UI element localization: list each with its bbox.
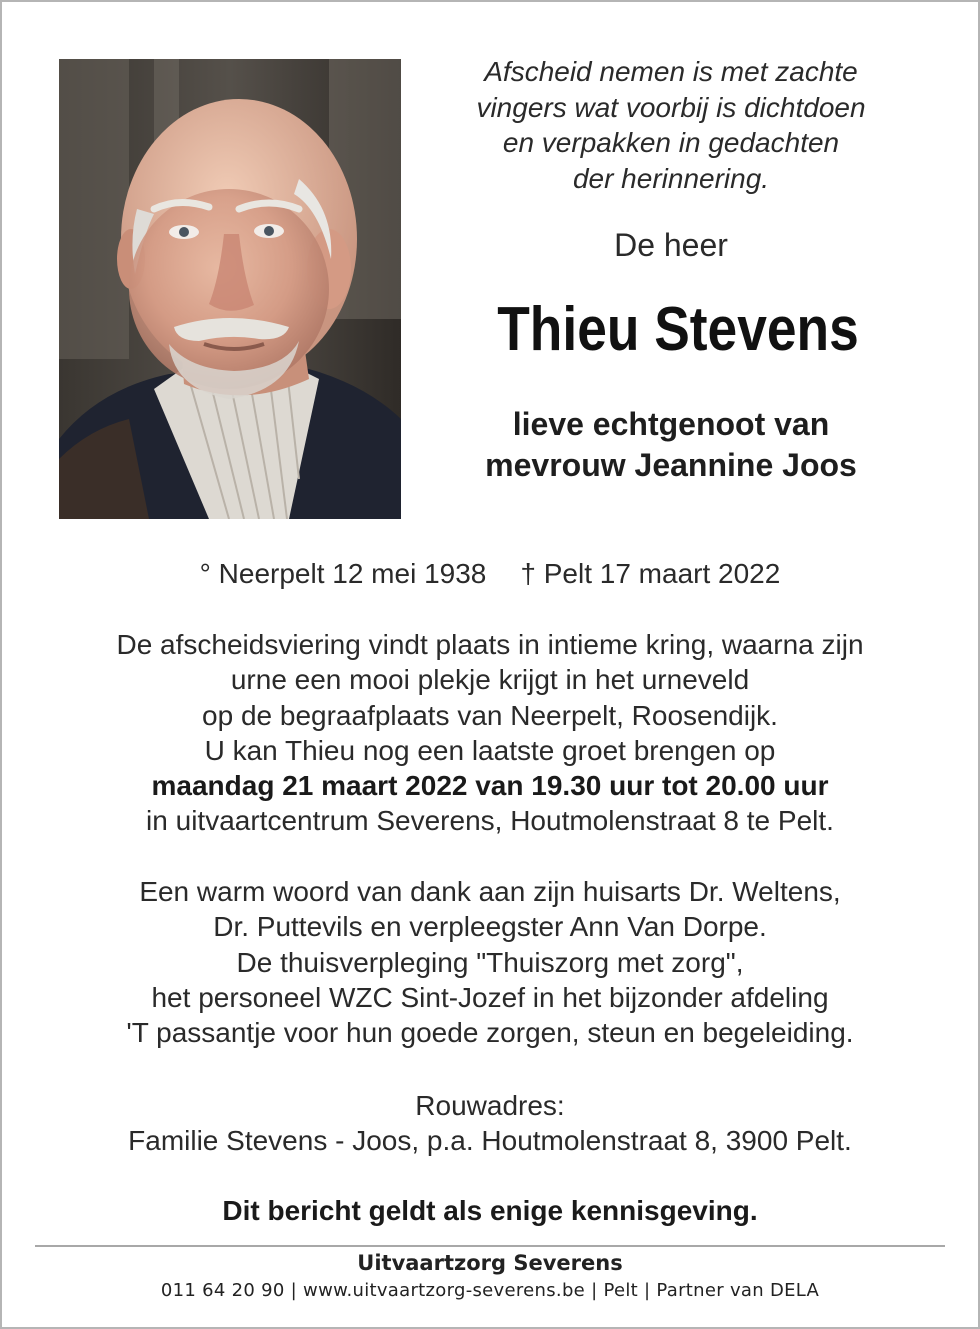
footer-divider — [35, 1245, 945, 1247]
thanks-line: het personeel WZC Sint-Jozef in het bijzonder afdeling — [151, 981, 829, 1013]
spouse-info — [430, 404, 912, 486]
address-label: Rouwadres: — [415, 1090, 565, 1121]
birth-date: ° Neerpelt 12 mei 1938 — [199, 558, 487, 589]
thanks-paragraph — [0, 874, 980, 1050]
ceremony-line: U kan Thieu nog een laatste groet brengen op — [204, 734, 776, 766]
notice-text: Dit bericht geldt als enige kennisgeving. — [222, 1195, 758, 1226]
poem — [430, 54, 912, 196]
thanks-line: De thuisverpleging "Thuiszorg met zorg", — [236, 946, 744, 978]
poem-line: vingers wat voorbij is dichtdoen — [476, 91, 866, 123]
thanks-line: Een warm woord van dank aan zijn huisarts Dr. Weltens, — [139, 876, 841, 907]
death-date: † Pelt 17 maart 2022 — [520, 558, 781, 589]
poem-line: Afscheid nemen is met zachte — [484, 56, 858, 87]
address-block — [0, 1088, 980, 1159]
ceremony-line: De afscheidsviering vindt plaats in intieme kring, waarna zijn — [116, 629, 864, 660]
ceremony-line: urne een mooi plekje krijgt in het urneveld — [230, 664, 750, 696]
ceremony-paragraph — [0, 627, 980, 839]
visitation-time: maandag 21 maart 2022 van 19.30 uur tot 20.00 uur — [151, 770, 829, 802]
deceased-name: Thieu Stevens — [497, 295, 859, 364]
visitation-location: in uitvaartcentrum Severens, Houtmolenstraat 8 te Pelt. — [146, 805, 834, 837]
thanks-line: Dr. Puttevils en verpleegster Ann Van Dorpe. — [213, 911, 767, 943]
poem-line: en verpakken in gedachten — [502, 127, 840, 158]
ceremony-line: op de begraafplaats van Neerpelt, Roosendijk. — [202, 699, 778, 731]
spouse-line: mevrouw Jeannine Joos — [485, 447, 857, 483]
life-dates — [0, 556, 980, 592]
thanks-line: 'T passantje voor hun goede zorgen, steun en begeleiding. — [126, 1017, 854, 1049]
footer-contact: 011 64 20 90 | www.uitvaartzorg-severens.be | Pelt | Partner van DELA — [160, 1280, 820, 1301]
address-value: Familie Stevens - Joos, p.a. Houtmolenstraat 8, 3900 Pelt. — [128, 1125, 852, 1157]
salutation: De heer — [614, 227, 728, 263]
poem-line: der herinnering. — [572, 162, 770, 194]
portrait-photo — [59, 59, 401, 519]
spouse-line: lieve echtgenoot van — [512, 406, 830, 442]
footer-company: Uitvaartzorg Severens — [357, 1251, 623, 1275]
